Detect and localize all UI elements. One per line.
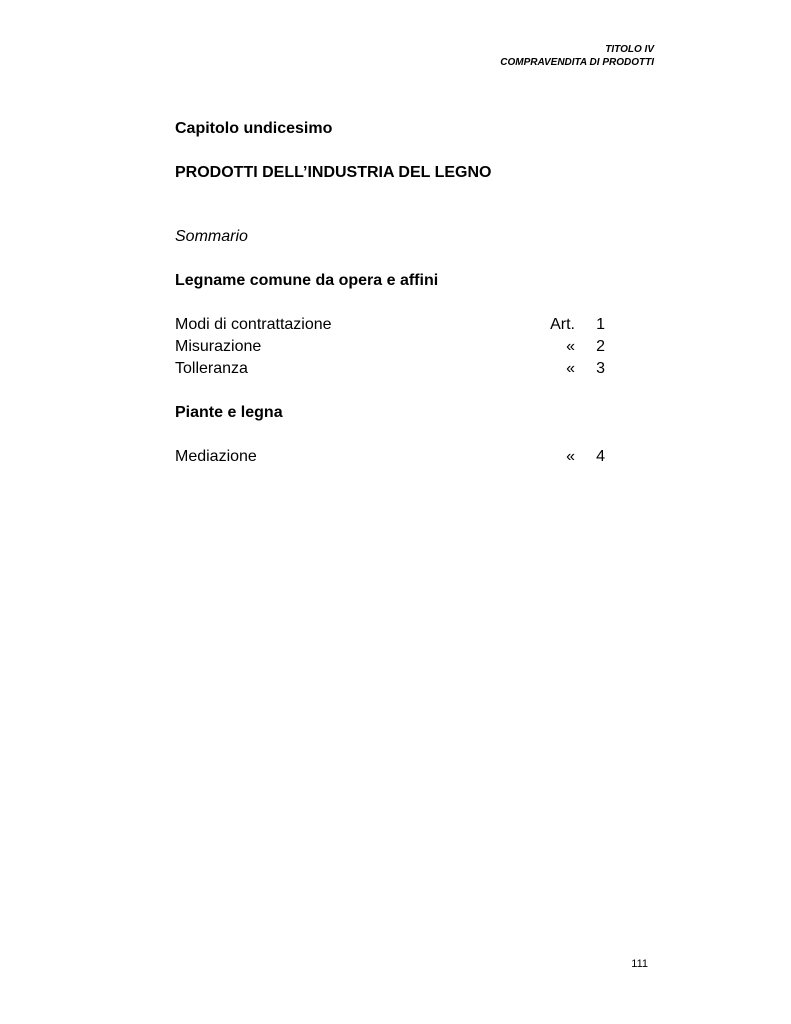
summary-section: [175, 402, 605, 468]
toc-entry-ref: Art.: [550, 316, 575, 333]
toc-entry-number: 3: [596, 360, 605, 377]
toc-list: [175, 314, 605, 380]
toc-entry-number: 2: [596, 338, 605, 355]
toc-entry-ref: «: [566, 360, 575, 377]
toc-entry-title: Modi di contrattazione: [175, 316, 332, 333]
running-header-title: TITOLO IV: [605, 44, 654, 55]
toc-entry: [175, 446, 605, 468]
toc-entry-ref: «: [566, 448, 575, 465]
page-content: [175, 118, 605, 468]
running-header: [500, 43, 654, 69]
toc-entry-title: Mediazione: [175, 448, 257, 465]
toc-entry-number: 1: [596, 316, 605, 333]
summary-label: Sommario: [175, 228, 248, 245]
toc-entry-title: Tolleranza: [175, 360, 248, 377]
section-heading: Piante e legna: [175, 404, 283, 421]
chapter-title: PRODOTTI DELL’INDUSTRIA DEL LEGNO: [175, 164, 492, 181]
toc-entry: [175, 314, 605, 336]
toc-entry-ref: «: [566, 338, 575, 355]
section-heading: Legname comune da opera e affini: [175, 272, 439, 289]
running-header-subtitle: COMPRAVENDITA DI PRODOTTI: [500, 57, 654, 68]
toc-entry-number: 4: [596, 448, 605, 465]
toc-entry-title: Misurazione: [175, 338, 262, 355]
summary-section: [175, 270, 605, 380]
toc-entry: [175, 358, 605, 380]
toc-entry: [175, 336, 605, 358]
page-number: 111: [631, 958, 648, 970]
chapter-label: Capitolo undicesimo: [175, 120, 333, 137]
toc-list: [175, 446, 605, 468]
